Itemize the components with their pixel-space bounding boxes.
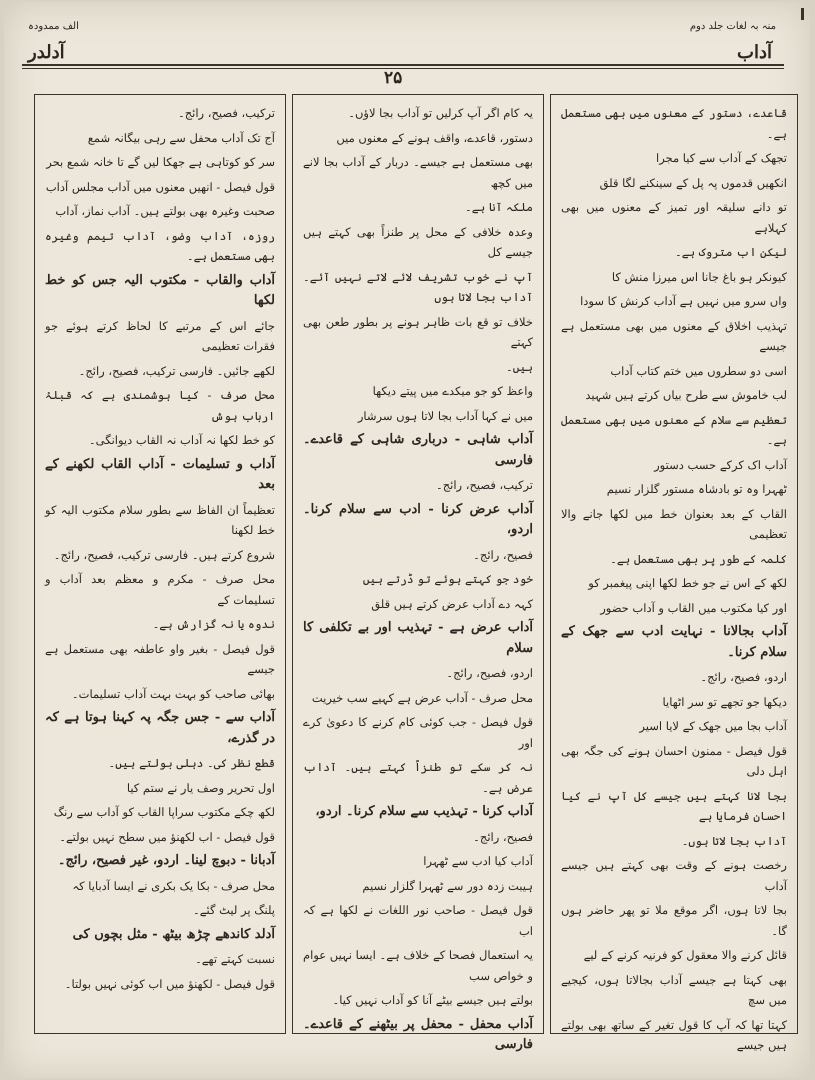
text-line: نسبت کہتے تھے۔ [195,952,275,966]
column-middle [292,94,544,1052]
text-line: آداب کرنا - تہذیب سے سلام کرنا۔ اردو، [315,804,533,819]
text-line: لکھ کے اس نے جو خط لکھا اپنی پیغمبر کو [588,576,787,590]
header-rule-thin [22,68,784,69]
running-header [28,14,776,38]
text-line: محل صرف - بکا یک بکری نے ایسا آدبایا کہ [72,878,275,893]
text-line: آداب بجا لاتا ہوں۔ [681,833,787,848]
text-line: آداب سے - جس جگہ پہ کہنا ہوتا ہے کہ در گذرے، [45,710,275,746]
text-line: کیونکر ہو باغ جانا اس میرزا منش کا [611,269,787,284]
text-line: قول فیصل - جب کوئی کام کرنے کا دعویٰ کرے اور [303,715,533,750]
running-title: منہ بہ لغات جلد دوم [689,20,776,32]
text-line: آداب کیا ادب سے ٹھہرا [423,854,533,868]
text-line: خلاف تو قع بات ظاہر ہونے پر بطور طعن بھی کہتے [303,314,533,349]
guide-word-left: آدلدر [28,42,65,63]
text-line: رخصت ہونے کے وقت بھی کہتے ہیں جیسے آداب [561,858,787,893]
text-line: سر کو کوتاہی ہے جھکا لیں گے تا خانہ شمع بحر [46,155,275,169]
dictionary-page [4,2,810,1078]
text-line: فصیح، رائج۔ [473,547,533,562]
text-line: پلنگ پر لیٹ گئے۔ [193,903,275,917]
text-line: آج تک آداب محفل سے رہی بیگانہ شمع [87,130,275,145]
text-line: القاب کے بعد بعنوان خط میں لکھا جانے والا تعظیمی [561,506,787,541]
text-line: ہیبت زدہ دور سے ٹھہرا گلزار نسیم [362,878,533,893]
text-line: بجا لانا کہتے ہیں جیسے کل آپ نے کیا احسان فرمایا ہے [561,788,787,823]
text-line: ترکیب، فصیح، رائج۔ [178,106,275,120]
text-line: محل صرف - مکرم و معظم بعد آداب و تسلیمات کے [45,572,275,607]
text-line: محل صرف - آداب عرض ہے کہیے سب خیریت [311,690,533,705]
text-line: بھی مستعمل ہے جیسے۔ دربار کے آداب بجا لانے میں کچھ [303,155,533,190]
text-line: بھائی صاحب کو بہت بہت آداب تسلیمات۔ [71,686,275,701]
text-line: بجا لاتا ہوں، اگر موقع ملا تو پھر حاضر ہوں گا۔ [561,903,787,938]
text-line: آدلد کاندھے چڑھ بیٹھ - مثل بچوں کی [72,926,275,942]
volume-label: الف ممدودہ [28,20,79,32]
text-line: تجھک کے آداب سے کیا مجرا [656,151,787,165]
text-line: آپ نے خوب تشریف لائے لاتے نہیں آئے۔ آداب بجا لاتا ہوں [303,269,533,304]
text-line: آداب عرض ہے - تہذیب اور بے تکلفی کا سلام [303,620,533,656]
text-line: محل صرف - کیا ہوشمندی ہے کہ قبلۂ ارباب ہوش [45,388,275,423]
text-line: لکھ چکے مکتوب سراپا القاب کو آداب سے رنگ [53,805,275,819]
text-line: کہہ دے آداب عرض کرتے ہیں قلق [371,596,533,611]
text-line: ہیں۔ [506,359,533,374]
text-line: آداب و تسلیمات - آداب القاب لکھنے کے بعد [45,456,275,492]
text-line: آداب بجا میں جھک کے لایا اسیر [639,719,787,733]
column-right-text [561,103,787,1056]
text-line: آداب والقاب - مکتوب الیہ جس کو خط لکھا [45,272,275,308]
text-line: شروع کرتے ہیں۔ فارسی ترکیب، فصیح، رائج۔ [53,547,275,562]
text-line: اردو، فصیح، رائج۔ [700,670,787,684]
text-line: ترکیب، فصیح، رائج۔ [436,478,533,492]
text-line: یہ کام اگر آپ کرلیں تو آداب بجا لاؤں۔ [348,106,533,120]
text-line: واعظ کو جو میکدے میں پیتے دیکھا [372,384,533,398]
text-line: قول فیصل - اب لکھنؤ میں سطح نہیں بولتے۔ [59,829,275,844]
text-line: روزہ، آداب وضو، آداب تیمم وغیرہ بھی مستعمل ہے۔ [45,228,275,263]
text-line: اول تحریر وصف یار نے ستم کیا [126,780,275,795]
text-line: بھی کہتا ہے جیسے آداب بجالاتا ہوں، کیجیے میں سچ [561,972,787,1007]
text-line: آداب اک کرکے حسب دستور [654,457,787,472]
text-line: یہ استعمال فصحا کے خلاف ہے۔ ایسا نہیں عوام و خواص سب [303,948,533,983]
text-line: قول فیصل - انھیں معنوں میں آداب مجلس آداب [45,179,275,194]
text-line: جائے اس کے مرتبے کا لحاظ کرتے ہوئے جو فقرات تعظیمی [45,318,275,353]
text-line: آداب بجالانا - نہایت ادب سے جھک کے سلام کرنا۔ [561,624,787,660]
text-line: کلمہ کے طور پر بھی مستعمل ہے۔ [610,551,787,566]
text-line: نہ کر سکے تو طنزاً کہتے ہیں۔ آداب عرض ہے۔ [303,760,533,795]
text-line: آداب عرض کرنا - ادب سے سلام کرنا۔ اردو، [303,501,533,537]
text-line: تہذیب اخلاق کے معنوں میں بھی مستعمل ہے جیسے [561,318,787,353]
text-line: آداب شاہی - درباری شاہی کے قاعدے۔ فارسی [303,432,533,468]
text-line: قائل کرنے والا معقول کو فرنیہ کرنے کے لیے [583,948,787,962]
text-line: واں سرو میں نہیں ہے آداب کرنش کا سودا [580,294,787,308]
text-line: قطع نظر کی۔ دہلی بولتے ہیں۔ [108,756,275,770]
text-line: تعظیم سے سلام کے معنوں میں بھی مستعمل ہے۔ [561,412,787,447]
text-line: اردو، فصیح، رائج۔ [446,666,533,680]
text-line: اور کیا مکتوب میں القاب و آداب حضور [600,600,787,615]
text-line: بولتے ہیں جیسے بیٹے آنا کو آداب نہیں کیا۔ [332,993,533,1007]
text-line: قاعدے، دستور کے معنوں میں بھی مستعمل ہے۔ [561,106,787,141]
text-line: کو خط لکھا نہ آداب نہ القاب دیوانگی۔ [88,433,275,447]
text-line: قول فیصل - لکھنؤ میں اب کوئی نہیں بولتا۔ [64,976,275,991]
text-line: انکھیں قدموں پہ پل کے سینکنے لگا قلق [599,175,787,190]
column-left-text [45,103,275,994]
column-left [34,94,286,1034]
text-line: ملکہ آنا ہے۔ [465,200,533,214]
text-line: کہتا تھا کہ آپ کا قول تغیر کے ساتھ بھی بولتے ہیں جیسے [561,1017,787,1052]
text-line: تو دانے سلیقہ اور تمیز کے معنوں میں بھی کہلاہے [561,200,787,235]
text-line: لیکن اب متروک ہے۔ [674,245,787,259]
text-line: قول فیصل - صاحب نور اللغات نے لکھا ہے کہ اب [303,903,533,938]
page-number: ۲۵ [384,68,403,88]
text-line: میں نے کہا آداب بجا لاتا ہوں سرشار [357,408,533,423]
text-line: قول فیصل - ممنون احسان ہونے کی جگہ بھی اہل دلی [561,743,787,778]
text-line: دیکھا جو تجھے تو سر اٹھایا [662,694,787,709]
page-edge-mark [801,8,804,20]
text-line: خود جو کہتے ہوئے تو ڈرتے ہیں [362,572,533,586]
guide-word-right: آداب [737,42,772,63]
text-line: دستور، قاعدے، واقف ہونے کے معنوں میں [336,130,533,145]
text-line: صحبت وغیرہ بھی بولتے ہیں۔ آداب نماز، آداب [55,204,275,218]
text-line: لکھے جائیں۔ فارسی ترکیب، فصیح، رائج۔ [78,363,275,378]
text-line: آدبانا - دبوچ لینا۔ اردو، غیر فصیح، رائج۔ [57,853,275,868]
text-line: وعدہ خلافی کے محل پر طنزاً بھی کہتے ہیں جیسے کل [303,224,533,259]
text-line: آداب محفل - محفل پر بیٹھنے کے قاعدے۔ فارسی [303,1016,533,1052]
text-line: فصیح، رائج۔ [473,829,533,844]
text-line: اسی دو سطروں میں ختم کتاب آداب [610,363,787,378]
text-line: لب خاموش سے طرح بیاں کرتے ہیں شہید [585,388,787,402]
header-rule [22,64,784,66]
text-line: ندوہ یا نہ گزارش ہے۔ [152,617,275,631]
text-line: تعظیماً ان الفاظ سے بطور سلام مکتوب الیہ کو خط لکھنا [45,502,275,537]
column-middle-text [303,103,533,1056]
text-line: قول فیصل - بغیر واو عاطفہ بھی مستعمل ہے جیسے [45,641,275,676]
text-line: ٹھہرا وہ تو بادشاہ مستور گلزار نسیم [606,482,787,496]
column-right [550,94,798,1052]
